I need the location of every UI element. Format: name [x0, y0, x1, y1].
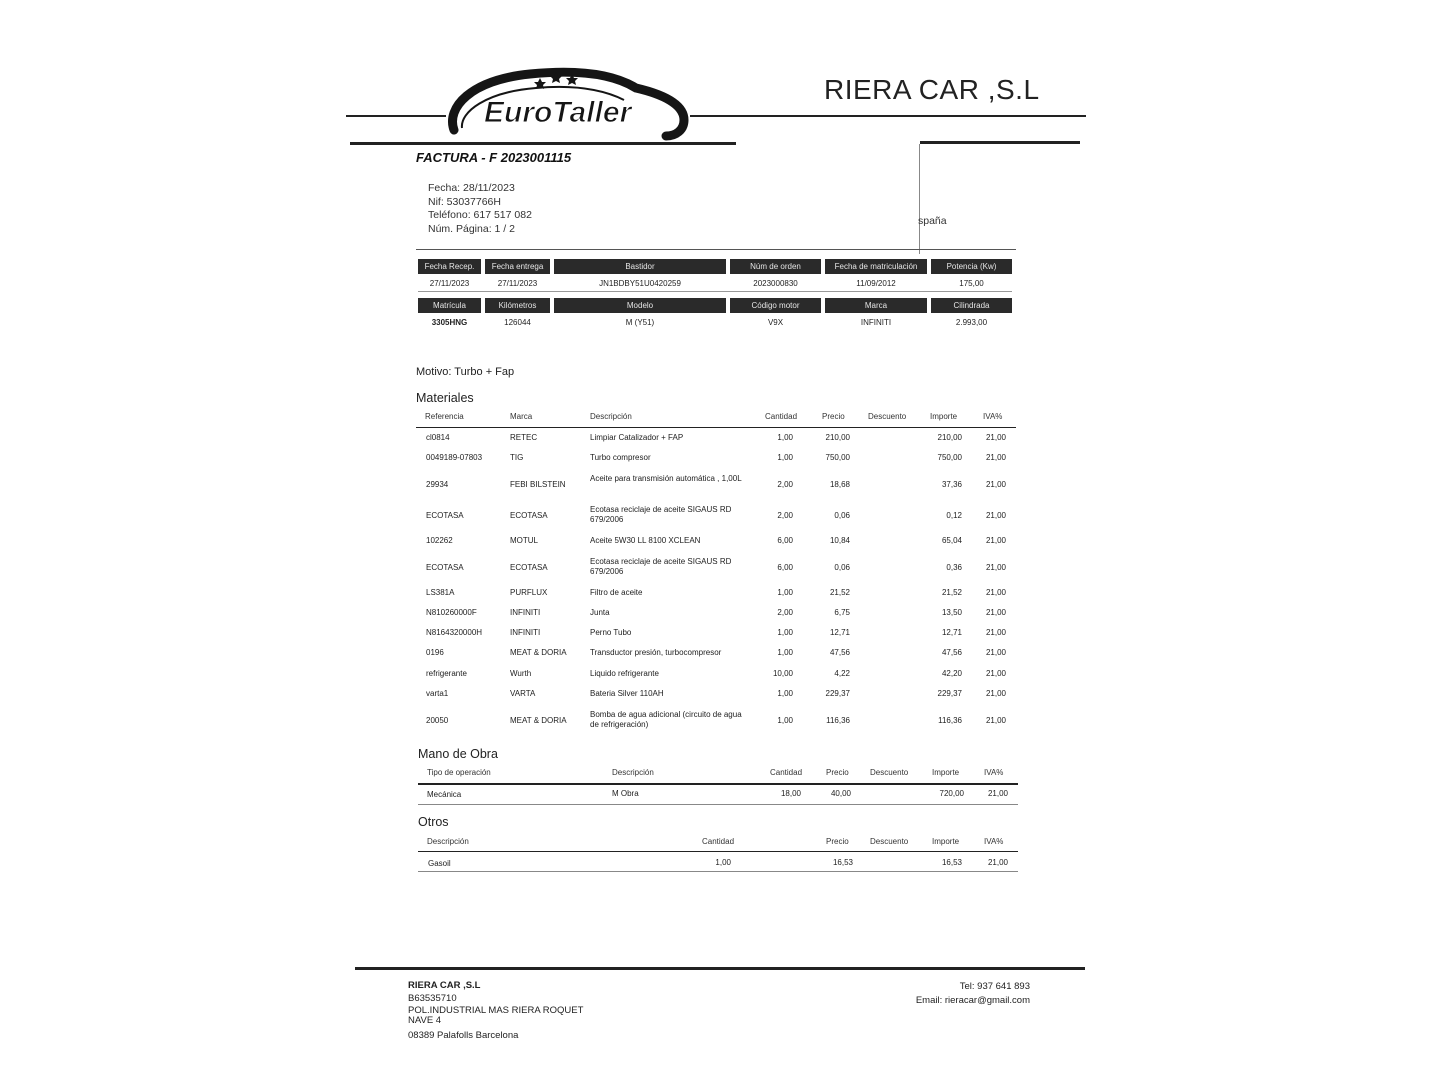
header-rule-right [690, 115, 1086, 117]
material-ref: N810260000F [426, 608, 477, 617]
material-price: 210,00 [825, 433, 850, 442]
other-header-amount: Importe [932, 837, 960, 846]
material-desc: Bateria Silver 110AH [590, 689, 664, 698]
material-vat: 21,00 [985, 608, 1006, 617]
material-ref: refrigerante [426, 669, 467, 678]
invoice-title: FACTURA - F 2023001115 [416, 150, 572, 165]
meta-rule [416, 249, 1016, 250]
material-price: 750,00 [825, 453, 850, 462]
vehicle-value-cell: V9X [767, 318, 784, 327]
material-vat: 21,00 [985, 716, 1006, 725]
footer-company-name: RIERA CAR ,S.L [408, 980, 481, 991]
material-vat: 21,00 [985, 628, 1006, 637]
footer-contact-block [880, 980, 1030, 1007]
material-desc: Ecotasa reciclaje de aceite SIGAUS RD 679/2006 [590, 505, 732, 524]
material-brand: MEAT & DORIA [510, 716, 567, 725]
material-qty: 2,00 [777, 608, 793, 617]
material-price: 229,37 [825, 689, 850, 698]
material-brand: FEBI BILSTEIN [510, 480, 566, 489]
material-qty: 1,00 [777, 433, 793, 442]
material-vat: 21,00 [985, 563, 1006, 572]
footer-phone: Tel: 937 641 893 [959, 981, 1030, 992]
material-ref: ECOTASA [426, 563, 464, 572]
other-price: 16,53 [832, 858, 853, 867]
vehicle-value-cell: JN1BDBY51U0420259 [599, 279, 681, 288]
invoice-meta [428, 182, 532, 236]
other-header-rule [418, 851, 1018, 852]
other-row-rule [418, 871, 1018, 872]
eurotaller-logo [440, 60, 692, 144]
material-qty: 1,00 [777, 716, 793, 725]
material-ref: 102262 [426, 536, 453, 545]
material-amount: 0,12 [946, 511, 962, 520]
material-ref: 29934 [426, 480, 449, 489]
other-qty: 1,00 [715, 858, 731, 867]
footer-company-block [408, 980, 583, 1043]
material-brand: VARTA [510, 689, 536, 698]
materials-title: Materiales [416, 391, 474, 405]
material-brand: INFINITI [510, 628, 541, 637]
other-header-discount: Descuento [870, 837, 909, 846]
other-vat: 21,00 [987, 858, 1008, 867]
materials-header-brand: Marca [510, 412, 533, 421]
material-qty: 10,00 [772, 669, 793, 678]
material-qty: 6,00 [777, 563, 793, 572]
material-qty: 1,00 [777, 648, 793, 657]
labor-title: Mano de Obra [418, 747, 498, 761]
materials-header-amount: Importe [930, 412, 958, 421]
material-qty: 1,00 [777, 588, 793, 597]
materials-header-ref: Referencia [425, 412, 464, 421]
material-vat: 21,00 [985, 689, 1006, 698]
other-header-qty: Cantidad [702, 837, 735, 846]
vehicle-value-cell: INFINITI [860, 318, 892, 327]
material-qty: 2,00 [777, 480, 793, 489]
material-desc: Filtro de aceite [590, 588, 643, 597]
vehicle-header-cell: Cilindrada [931, 298, 1012, 313]
vehicle-header-cell: Fecha de matriculación [825, 259, 927, 274]
material-ref: N8164320000H [426, 628, 483, 637]
material-desc: Turbo compresor [590, 453, 651, 462]
material-brand: MEAT & DORIA [510, 648, 567, 657]
labor-type: Mecánica [427, 790, 462, 799]
material-amount: 229,37 [937, 689, 962, 698]
labor-header-desc: Descripción [612, 768, 654, 777]
material-price: 12,71 [829, 628, 850, 637]
other-header-vat: IVA% [984, 837, 1004, 846]
other-header-price: Precio [826, 837, 849, 846]
materials-header-price: Precio [822, 412, 845, 421]
material-desc: Liquido refrigerante [590, 669, 659, 678]
material-amount: 37,36 [941, 480, 962, 489]
material-desc: Aceite 5W30 LL 8100 XCLEAN [590, 536, 701, 545]
footer-cif: B63535710 [408, 992, 457, 1004]
material-ref: 20050 [426, 716, 449, 725]
material-amount: 47,56 [941, 648, 962, 657]
vehicle-value-cell: M (Y51) [625, 318, 655, 327]
labor-qty: 18,00 [780, 789, 801, 798]
footer-rule [355, 967, 1085, 970]
vehicle-header-cell: Marca [825, 298, 927, 313]
materials-header-discount: Descuento [868, 412, 907, 421]
material-vat: 21,00 [985, 453, 1006, 462]
other-header-desc: Descripción [427, 837, 469, 846]
material-price: 4,22 [834, 669, 850, 678]
header-rule-left [346, 115, 446, 117]
footer-email: Email: rieracar@gmail.com [915, 994, 1030, 1006]
material-qty: 1,00 [777, 689, 793, 698]
material-desc: Aceite para transmisión automática , 1,00L [590, 474, 742, 483]
material-ref: 0196 [426, 648, 444, 657]
material-desc: Ecotasa reciclaje de aceite SIGAUS RD 679/2006 [590, 557, 732, 576]
material-amount: 210,00 [937, 433, 962, 442]
materials-header-desc: Descripción [590, 412, 632, 421]
material-brand: PURFLUX [510, 588, 548, 597]
material-vat: 21,00 [985, 588, 1006, 597]
vehicle-value-cell: 27/11/2023 [429, 279, 470, 288]
material-amount: 0,36 [946, 563, 962, 572]
material-amount: 116,36 [938, 716, 962, 725]
material-desc: Junta [590, 608, 610, 617]
labor-header-discount: Descuento [870, 768, 909, 777]
material-brand: Wurth [510, 669, 532, 678]
material-desc: Perno Tubo [590, 628, 632, 637]
vehicle-header-cell: Kilómetros [485, 298, 550, 313]
client-rule [920, 141, 1080, 144]
material-brand: MOTUL [510, 536, 538, 545]
vehicle-value-cell: 3305HNG [431, 318, 468, 327]
labor-desc: M Obra [612, 789, 639, 798]
vehicle-value-cell: 2023000830 [753, 279, 798, 288]
material-ref: 0049189-07803 [426, 453, 483, 462]
labor-row-rule [418, 804, 1018, 805]
invoice-date: Fecha: 28/11/2023 [428, 182, 515, 194]
vehicle-row-rule [418, 291, 1012, 292]
material-price: 18,68 [829, 480, 850, 489]
material-ref: varta1 [426, 689, 449, 698]
labor-header-amount: Importe [932, 768, 960, 777]
invoice-phone: Teléfono: 617 517 082 [428, 209, 532, 221]
material-ref: cl0814 [426, 433, 450, 442]
material-price: 116,36 [826, 716, 850, 725]
labor-header-qty: Cantidad [770, 768, 803, 777]
other-desc: Gasoil [428, 859, 451, 868]
material-vat: 21,00 [985, 669, 1006, 678]
material-price: 10,84 [829, 536, 850, 545]
material-amount: 42,20 [941, 669, 962, 678]
vehicle-header-cell: Matrícula [418, 298, 481, 313]
materials-header-qty: Cantidad [765, 412, 798, 421]
labor-amount: 720,00 [939, 789, 964, 798]
material-vat: 21,00 [985, 648, 1006, 657]
material-brand: INFINITI [510, 608, 541, 617]
material-vat: 21,00 [985, 480, 1006, 489]
material-qty: 1,00 [777, 453, 793, 462]
material-price: 0,06 [834, 511, 850, 520]
material-amount: 12,71 [941, 628, 962, 637]
vehicle-header-cell: Potencia (Kw) [931, 259, 1012, 274]
material-price: 47,56 [829, 648, 850, 657]
material-desc: Transductor presión, turbocompresor [590, 648, 722, 657]
footer-address-3: 08389 Palafolls Barcelona [408, 1030, 519, 1041]
material-ref: ECOTASA [426, 511, 464, 520]
materials-header-rule [416, 427, 1016, 428]
logo-text: EuroTaller [484, 96, 632, 129]
client-box-border [919, 144, 920, 254]
material-brand: ECOTASA [510, 563, 548, 572]
material-amount: 65,04 [941, 536, 962, 545]
material-vat: 21,00 [985, 511, 1006, 520]
vehicle-value-cell: 2.993,00 [955, 318, 988, 327]
material-desc: Bomba de agua adicional (circuito de agua de refrigeración) [590, 710, 742, 729]
material-qty: 1,00 [777, 628, 793, 637]
material-amount: 21,52 [941, 588, 962, 597]
company-name: RIERA CAR ,S.L [824, 74, 1040, 105]
vehicle-header-cell: Fecha entrega [485, 259, 550, 274]
material-brand: TIG [510, 453, 524, 462]
labor-header-price: Precio [826, 768, 849, 777]
material-amount: 750,00 [937, 453, 962, 462]
labor-vat: 21,00 [987, 789, 1008, 798]
labor-price: 40,00 [830, 789, 851, 798]
invoice-page: Núm. Página: 1 / 2 [428, 222, 515, 235]
repair-reason: Motivo: Turbo + Fap [416, 366, 515, 378]
vehicle-header-cell: Código motor [730, 298, 821, 313]
material-price: 21,52 [829, 588, 850, 597]
invoice-nif: Nif: 53037766H [428, 195, 501, 208]
labor-header-vat: IVA% [984, 768, 1004, 777]
vehicle-header-cell: Modelo [554, 298, 726, 313]
material-brand: RETEC [510, 433, 538, 442]
vehicle-header-cell: Bastidor [554, 259, 726, 274]
vehicle-value-cell: 126044 [504, 318, 531, 327]
material-vat: 21,00 [985, 536, 1006, 545]
vehicle-header-cell: Núm de orden [730, 259, 821, 274]
vehicle-value-cell: 175,00 [959, 279, 984, 288]
other-title: Otros [418, 815, 449, 829]
material-price: 6,75 [834, 608, 850, 617]
footer-address-2: NAVE 4 [408, 1014, 442, 1026]
labor-header-type: Tipo de operación [427, 768, 491, 777]
vehicle-value-cell: 27/11/2023 [497, 279, 538, 288]
material-vat: 21,00 [985, 433, 1006, 442]
material-ref: LS381A [426, 588, 455, 597]
client-country: spaña [918, 215, 947, 227]
material-desc: Limpiar Catalizador + FAP [590, 433, 684, 442]
material-brand: ECOTASA [510, 511, 548, 520]
footer-address-1: POL.INDUSTRIAL MAS RIERA ROQUET [408, 1005, 584, 1016]
material-qty: 6,00 [777, 536, 793, 545]
materials-header-vat: IVA% [983, 412, 1003, 421]
other-amount: 16,53 [941, 858, 962, 867]
invoice-rule [350, 142, 736, 145]
material-amount: 13,50 [941, 608, 962, 617]
material-price: 0,06 [834, 563, 850, 572]
vehicle-value-cell: 11/09/2012 [856, 279, 896, 288]
labor-header-rule [418, 783, 1018, 785]
vehicle-header-cell: Fecha Recep. [418, 259, 481, 274]
material-qty: 2,00 [777, 511, 793, 520]
